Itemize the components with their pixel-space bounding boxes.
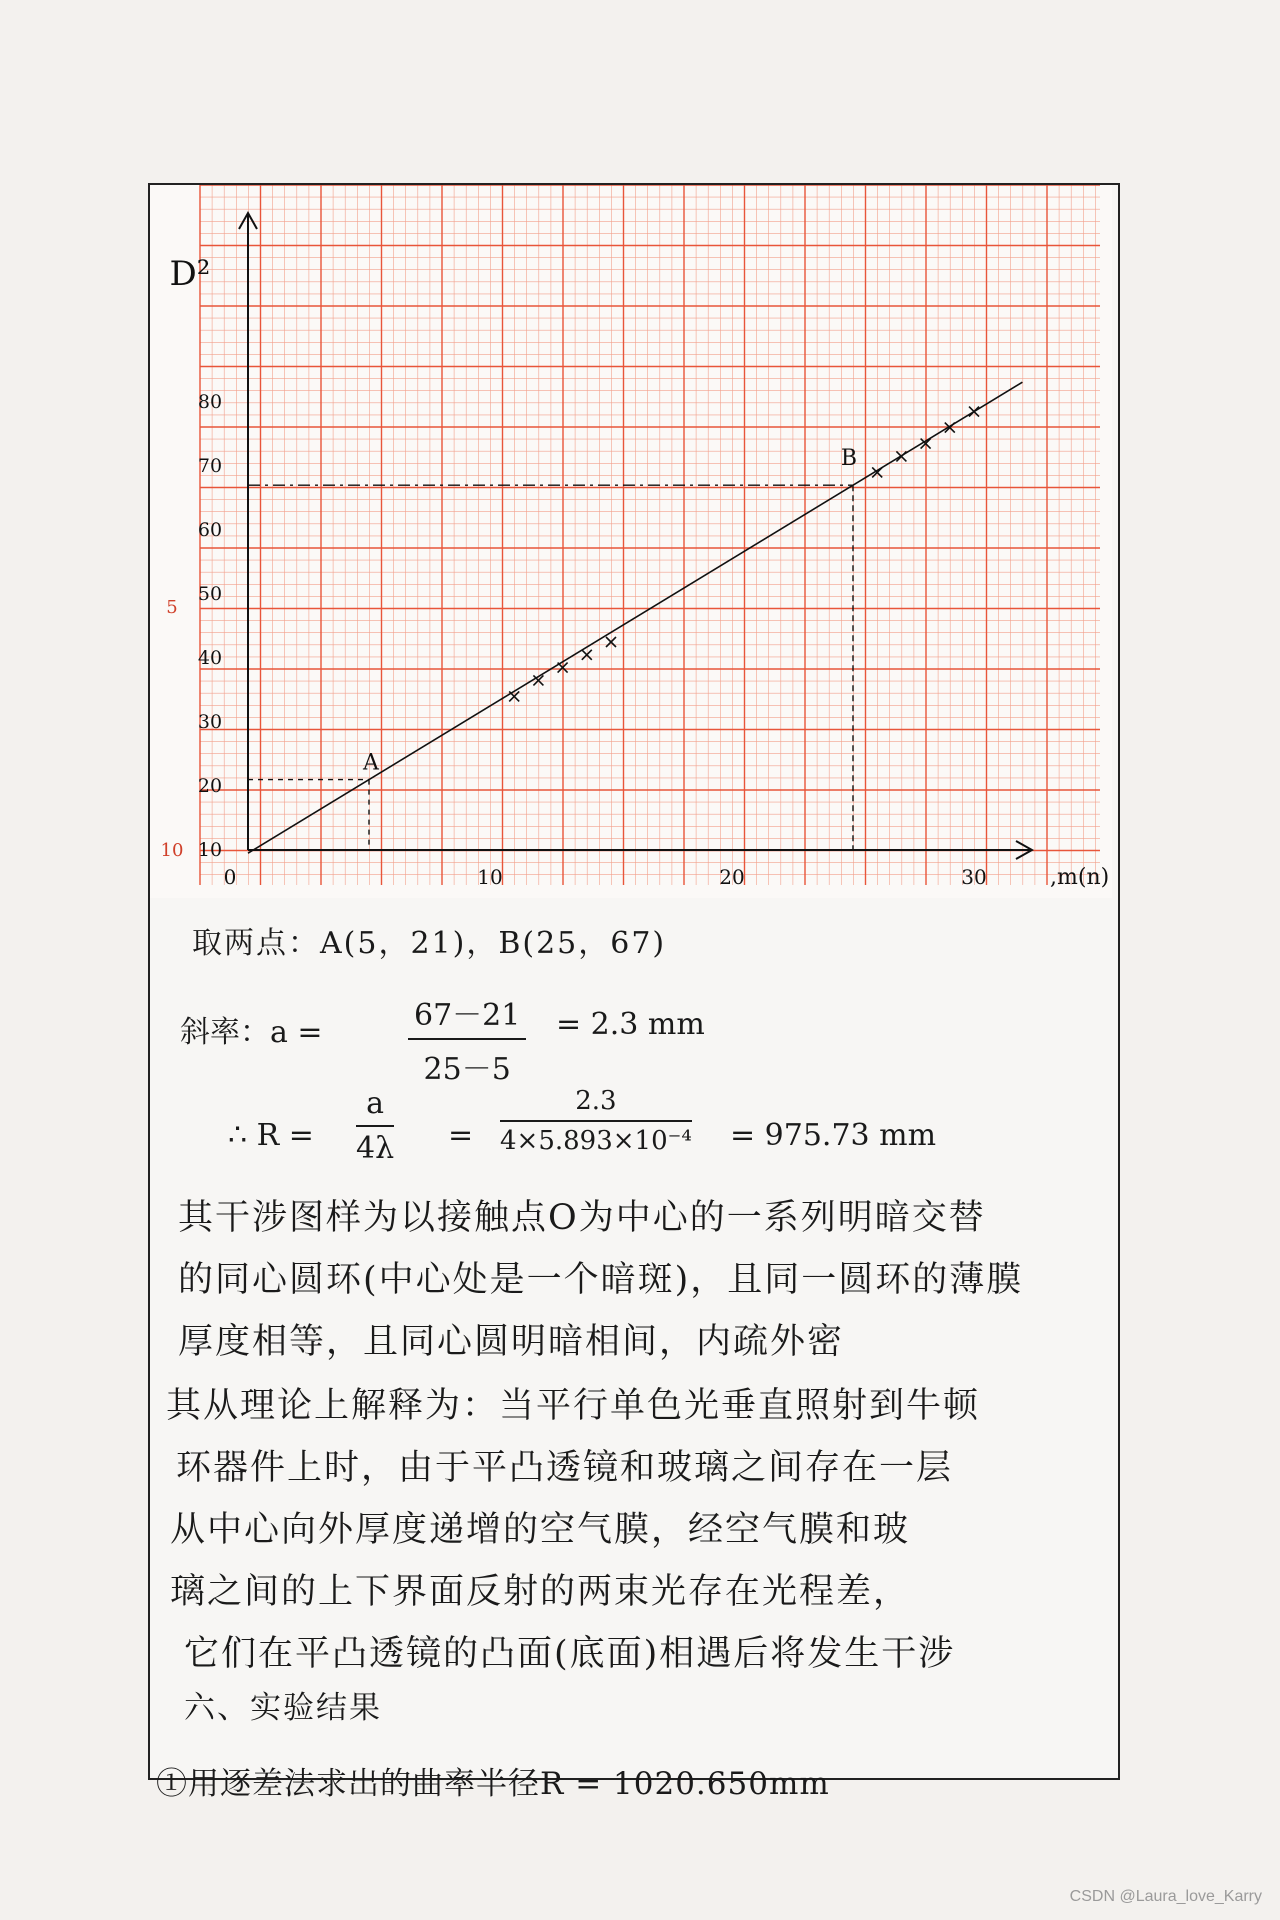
origin-label: 0 xyxy=(223,865,237,889)
radius-numerator-2: 2.3 xyxy=(500,1086,692,1122)
paragraph-2-line-3: 从中心向外厚度递增的空气膜，经空气膜和玻 xyxy=(170,1510,911,1550)
x-tick-label-10: 10 xyxy=(477,865,503,889)
section-title: 六、实验结果 xyxy=(184,1690,382,1726)
slope-label: 斜率：a = xyxy=(180,1015,323,1050)
y-tick-label-70: 70 xyxy=(197,455,223,477)
paragraph-2-line-1: 其从理论上解释为：当平行单色光垂直照射到牛顿 xyxy=(166,1386,981,1426)
slope-denominator: 25－5 xyxy=(423,1052,511,1087)
data-point-4 xyxy=(582,650,592,660)
result-line: ①用逐差法求出的曲率半径R = 1020.650mm xyxy=(156,1766,830,1802)
two-points-line: 取两点：A(5，21)，B(25，67) xyxy=(192,926,667,961)
radius-result: = 975.73 mm xyxy=(730,1118,937,1153)
paragraph-2-line-4: 璃之间的上下界面反射的两束光存在光程差， xyxy=(170,1572,911,1612)
fit-line-group xyxy=(248,382,1022,853)
radius-fraction-2 xyxy=(500,1086,692,1156)
slope-numerator: 67－21 xyxy=(408,990,526,1040)
minor-grid xyxy=(197,185,1100,885)
y-tick-label-10: 10 xyxy=(197,839,223,861)
radius-fraction-1 xyxy=(356,1086,394,1166)
margin-mark-red-10: 10 xyxy=(160,840,184,861)
x-tick-label-30: 30 xyxy=(961,865,987,889)
slope-result: = 2.3 mm xyxy=(556,1007,705,1042)
x-tick-label-20: 20 xyxy=(719,865,745,889)
radius-label: ∴ R = xyxy=(228,1118,314,1153)
y-tick-label-60: 60 xyxy=(197,519,223,541)
radius-denominator-1: 4λ xyxy=(356,1131,395,1166)
y-tick-label-50: 50 xyxy=(197,583,223,605)
y-tick-label-80: 80 xyxy=(197,391,223,413)
margin-mark-red: 5 xyxy=(166,597,178,618)
y-axis-label: D² xyxy=(169,254,211,294)
radius-numerator-1: a xyxy=(356,1086,394,1127)
radius-equals: = xyxy=(448,1118,474,1153)
y-tick-label-20: 20 xyxy=(197,775,223,797)
paragraph-1-line-3: 厚度相等，且同心圆明暗相间，内疏外密 xyxy=(178,1322,845,1362)
watermark: CSDN @Laura_love_Karry xyxy=(1069,1888,1262,1905)
y-tick-label-30: 30 xyxy=(197,711,223,733)
point-a-label: A xyxy=(363,750,379,776)
paragraph-1-line-1: 其干涉图样为以接触点O为中心的一系列明暗交替 xyxy=(178,1198,986,1238)
data-point-5 xyxy=(606,637,616,647)
paragraph-1-line-2: 的同心圆环(中心处是一个暗斑)，且同一圆环的薄膜 xyxy=(178,1260,1024,1300)
point-b-label: B xyxy=(840,446,858,472)
paragraph-2-line-5: 它们在平凸透镜的凸面(底面)相遇后将发生干涉 xyxy=(184,1634,956,1674)
major-grid xyxy=(197,185,1100,885)
radius-denominator-2: 4×5.893×10⁻⁴ xyxy=(500,1126,692,1156)
data-point-7 xyxy=(896,451,906,461)
d-squared-vs-m-plot xyxy=(150,185,1112,898)
fit-line xyxy=(248,382,1022,853)
x-axis-label: ,m(n) xyxy=(1050,865,1110,890)
graph-paper xyxy=(150,185,1112,898)
paragraph-2-line-2: 环器件上时，由于平凸透镜和玻璃之间存在一层 xyxy=(176,1448,954,1488)
slope-fraction xyxy=(408,990,526,1088)
y-tick-label-40: 40 xyxy=(197,647,223,669)
